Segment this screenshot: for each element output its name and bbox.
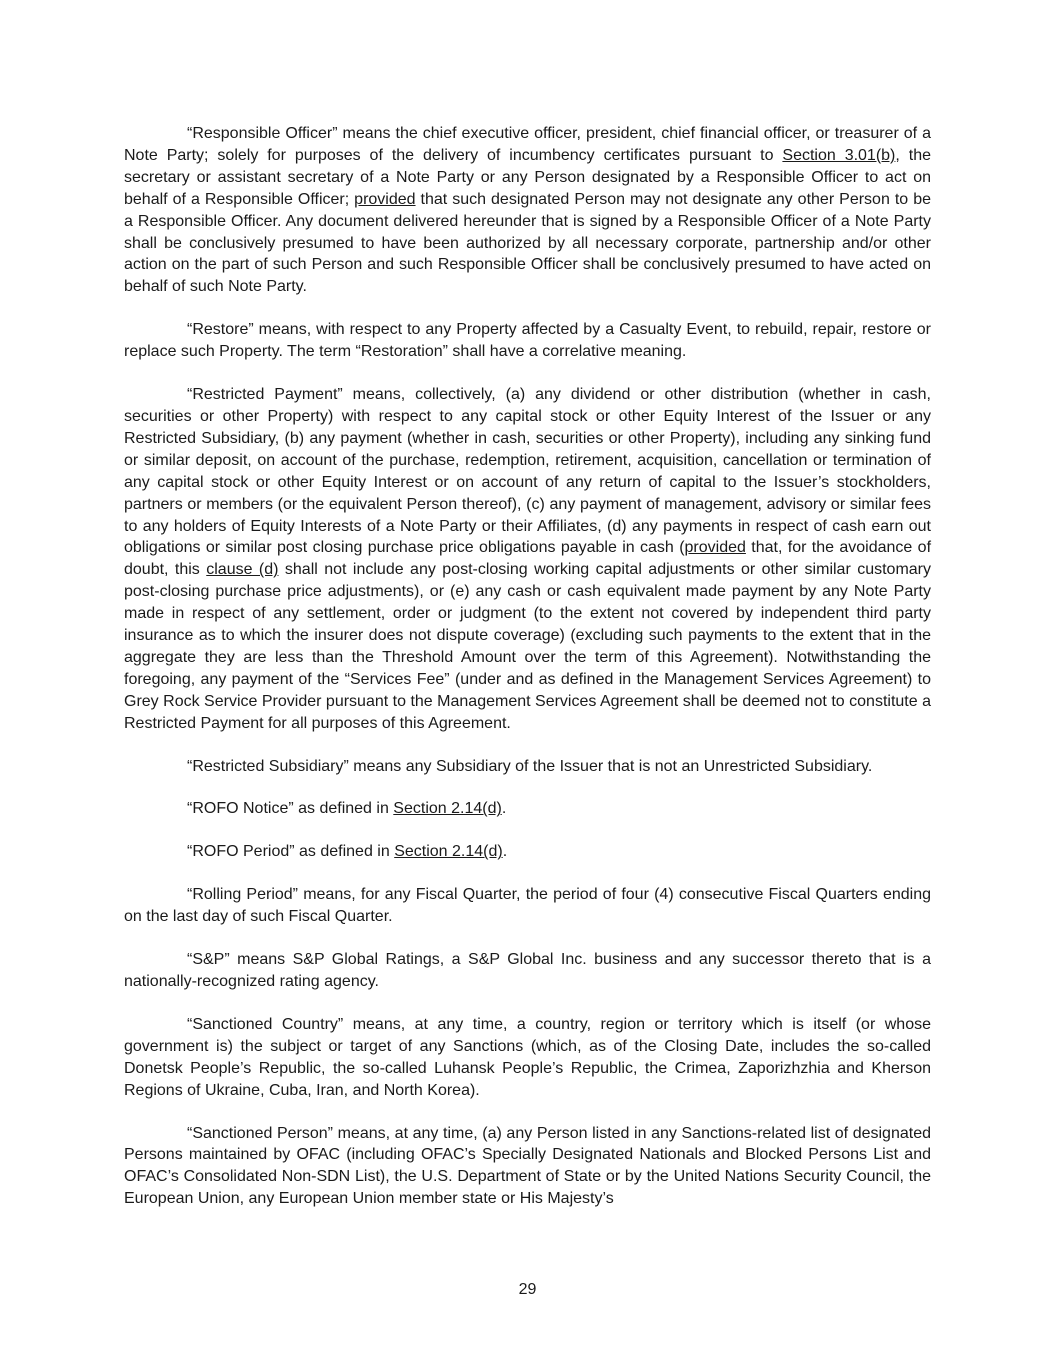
emphasis-provided: provided (684, 539, 746, 557)
definition-sanctioned-country (124, 1014, 931, 1102)
emphasis-provided: provided (354, 190, 416, 208)
definition-restricted-payment (124, 384, 931, 735)
text-segment: “Restricted Payment” means, collectively, (a) any dividend or other distribution (whether in cash, securities or other Property) with respect to any capital stock or other Equity Interest of the Issuer or any Restricted Subsidiary, (b) any payment (whether in cash, securities or other Property), including any sinking fund or similar deposit, on account of the purchase, redemption, retirement, acquisition, cancellation or termination of any capital stock or other Equity Interest or on account of any return of capital to the Issuer’s stockholders, partners or members (or the equivalent Person thereof), (c) any payment of management, advisory or similar fees to any holders of Equity Interests of a Note Party or their Affiliates, (d) any payments in respect of cash earn out obligations or similar post closing purchase price obligations payable in cash ( (124, 386, 931, 557)
definition-sanctioned-person (124, 1123, 931, 1211)
text-segment: shall not include any post-closing working capital adjustments or other similar customary post-closing purchase price adjustments), or (e) any cash or cash equivalent made payment by any Note Party made in respect of any settlement, order or judgment (to the extent not covered by independent third party insurance as to which the insurer does not dispute coverage) (excluding such payments to the extent that in the aggregate they are less than the Threshold Amount over the term of this Agreement). Notwithstanding the foregoing, any payment of the “Services Fee” (under and as defined in the Management Services Agreement) to Grey Rock Service Provider pursuant to the Management Services Agreement shall be deemed not to constitute a Restricted Payment for all purposes of this Agreement. (124, 561, 931, 732)
text-segment: that, for the avoidance of doubt, this (124, 539, 932, 579)
text-segment: , the secretary or assistant secretary of a Note Party or any Person designated by a Responsible Officer to act on behalf of a Responsible Officer; (124, 146, 931, 208)
clause-reference: clause (d) (206, 561, 279, 579)
definition-responsible-officer (124, 123, 931, 298)
text-segment: “Sanctioned Person” means, at any time, (a) any Person listed in any Sanctions-related list of designated Persons maintained by OFAC (including OFAC’s Specially Designated Nationals and Blocked Persons List and OFAC’s Consolidated Non-SDN List), the U.S. Department of State or by the United Nations Security Council, the European Union, any European Union member state or His Majesty’s (124, 1124, 931, 1208)
text-segment: . (501, 800, 507, 818)
definition-rofo-notice (124, 798, 931, 820)
text-segment: “Restore” means, with respect to any Property affected by a Casualty Event, to rebuild, repair, restore or replace such Property. The term “Restoration” shall have a correlative meaning. (124, 321, 931, 361)
section-reference-link: Section 2.14(d) (394, 843, 503, 861)
text-segment: “ROFO Period” as defined in (187, 843, 395, 861)
section-reference-link: Section 3.01(b) (782, 146, 896, 164)
text-segment: “Restricted Subsidiary” means any Subsidiary of the Issuer that is not an Unrestricted Subsidiary. (187, 757, 873, 775)
definition-s-and-p (124, 949, 931, 993)
text-segment: that such designated Person may not designate any other Person to be a Responsible Officer. Any document delivered hereunder that is signed by a Responsible Officer of a Note Party shall be conclusively presumed to have been authorized by all necessary corporate, partnership and/or other action on the part of such Person and such Responsible Officer shall be conclusively presumed to have acted on behalf of such Note Party. (124, 190, 931, 296)
page-number: 29 (518, 1281, 537, 1298)
text-segment: “S&P” means S&P Global Ratings, a S&P Global Inc. business and any successor thereto that is a nationally-recognized rating agency. (124, 951, 931, 990)
text-segment: “Responsible Officer” means the chief executive officer, president, chief financial officer, or treasurer of a Note Party; solely for purposes of the delivery of incumbency certificates pursuant to (124, 125, 931, 164)
definition-restricted-subsidiary (124, 756, 931, 778)
text-segment: “ROFO Notice” as defined in (187, 800, 394, 818)
text-segment: “Sanctioned Country” means, at any time, a country, region or territory which is itself (or whose government is) the subject or target of any Sanctions (which, as of the Closing Date, includes the so-called Donetsk People’s Republic, the so-called Luhansk People’s Republic, the Crimea, Zaporizhzhia and Kherson Regions of Ukraine, Cuba, Iran, and North Korea). (124, 1015, 931, 1099)
text-segment: “Rolling Period” means, for any Fiscal Quarter, the period of four (4) consecutive Fiscal Quarters ending on the last day of such Fiscal Quarter. (124, 886, 931, 926)
page-body (124, 123, 931, 1231)
section-reference-link: Section 2.14(d) (393, 800, 502, 818)
definition-rolling-period (124, 884, 931, 928)
definition-rofo-period (124, 841, 931, 863)
text-segment: . (502, 843, 508, 861)
definition-restore (124, 319, 931, 363)
